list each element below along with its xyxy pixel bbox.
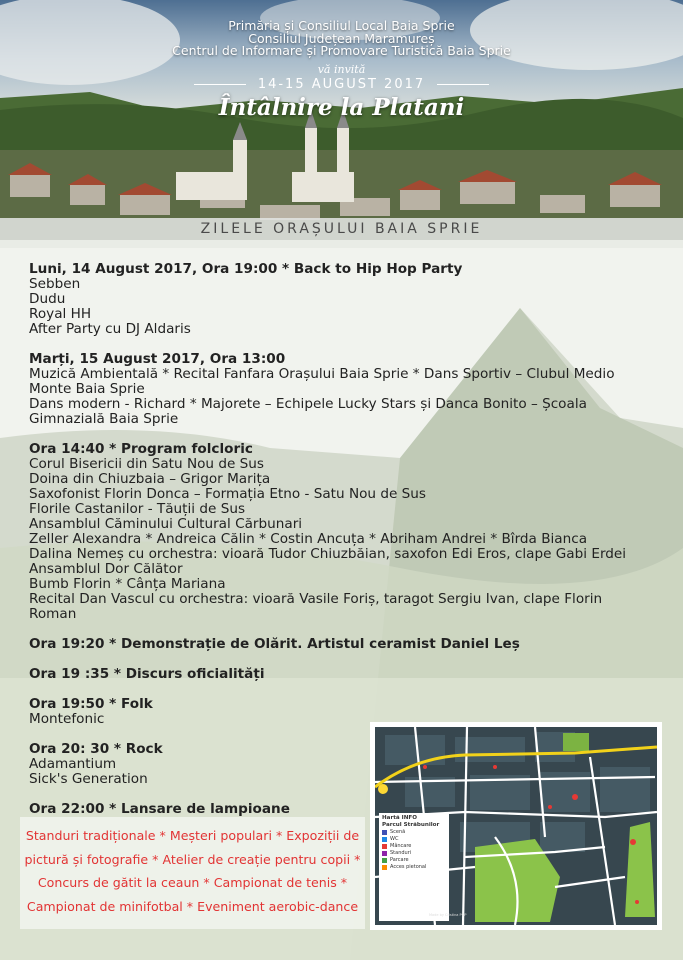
section-heading: Ora 22:00 * Lansare de lampioane: [29, 801, 290, 817]
activities-line: pictură și fotografie * Atelier de creație pentru copii *: [24, 851, 361, 867]
program-line: Sebben: [29, 276, 81, 292]
map-canvas: [375, 727, 657, 925]
legend-label: Standuri: [390, 850, 412, 856]
program-line: Dans modern - Richard * Majorete – Echipele Lucky Stars și Danca Bonito – Școala: [29, 396, 587, 412]
parking-icon: [382, 858, 387, 863]
organizer-line: Consiliul Județean Maramureș: [248, 30, 435, 46]
legend-item: [382, 864, 446, 871]
legend-label: Acces pietonal: [390, 864, 427, 870]
section-heading: Ora 14:40 * Program folcloric: [29, 441, 253, 457]
stage-icon: [382, 830, 387, 835]
section-heading: Luni, 14 August 2017, Ora 19:00 * Back to Hip Hop Party: [29, 261, 463, 277]
program-line: Dudu: [29, 291, 66, 307]
program-line: Muzică Ambientală * Recital Fanfara Orașului Baia Sprie * Dans Sportiv – Clubul Medio: [29, 366, 615, 382]
activities-line: Standuri tradiționale * Meșteri populari * Expoziții de: [25, 828, 360, 843]
program-line: After Party cu DJ Aldaris: [29, 321, 191, 337]
stands-icon: [382, 851, 387, 856]
program-line: Saxofonist Florin Donca – Formația Etno - Satu Nou de Sus: [29, 486, 427, 502]
program-section: [29, 442, 659, 622]
program-line: Zeller Alexandra * Andreica Călin * Costin Ancuța * Abriham Andrei * Bîrda Bianca: [29, 531, 588, 547]
legend-park: Parcul Străbunilor: [382, 822, 440, 828]
program-line: Sick's Generation: [29, 771, 148, 787]
program-section: [29, 352, 659, 427]
event-dates: 14-15 AUGUST 2017: [257, 77, 426, 92]
wc-icon: [382, 837, 387, 842]
divider: [437, 84, 489, 85]
section-heading: Marți, 15 August 2017, Ora 13:00: [29, 351, 286, 367]
organizers-block: [0, 20, 683, 58]
section-heading: Ora 19:20 * Demonstrație de Olărit. Artistul ceramist Daniel Leș: [29, 636, 520, 652]
program-section: [29, 667, 659, 682]
legend-item: [382, 843, 446, 850]
legend-item: [382, 829, 446, 836]
program-line: Recital Dan Vascul cu orchestra: vioară Vasile Foriș, taragot Sergiu Ivan, clape Florin: [29, 591, 603, 607]
program-line: Ansamblul Căminului Cultural Cărbunari: [29, 516, 303, 532]
event-map: [370, 722, 662, 930]
activities-line: Campionat de minifotbal * Eveniment aerobic-dance: [26, 898, 359, 914]
date-row: [0, 77, 683, 92]
legend-label: Scenă: [390, 829, 406, 835]
map-legend: [379, 813, 449, 921]
event-title: Întâlnire la Platani: [218, 94, 465, 121]
program-line: Montefonic: [29, 711, 105, 727]
program-line: Dalina Nemeș cu orchestra: vioară Tudor Chiuzbăian, saxofon Edi Eros, clape Gabi Erdei: [29, 546, 627, 562]
pedestrian-icon: [382, 865, 387, 870]
organizer-line: Primăria și Consiliul Local Baia Sprie: [228, 18, 455, 33]
legend-item: [382, 857, 446, 864]
activities-box: [20, 817, 365, 929]
legend-title: Hartă INFO: [382, 815, 417, 821]
program-line: Royal HH: [29, 306, 92, 322]
section-heading: Ora 19:50 * Folk: [29, 696, 153, 712]
organizer-line: Centrul de Informare și Promovare Turistică Baia Sprie: [172, 43, 511, 58]
program-line: Bumb Florin * Cânța Mariana: [29, 576, 226, 592]
program-line: Roman: [29, 606, 77, 622]
program-line: Monte Baia Sprie: [29, 381, 145, 397]
banner: ZILELE ORAȘULUI BAIA SPRIE: [0, 218, 683, 240]
legend-label: Mâncare: [390, 843, 412, 849]
section-heading: Ora 19 :35 * Discurs oficialități: [29, 666, 265, 682]
program-line: Corul Bisericii din Satu Nou de Sus: [29, 456, 265, 472]
legend-item: [382, 836, 446, 843]
map-credit: Made by Cristina POP: [429, 913, 467, 917]
program-line: Doina din Chiuzbaia – Grigor Marița: [29, 471, 271, 487]
program-line: Adamantium: [29, 756, 117, 772]
program-line: Gimnazială Baia Sprie: [29, 411, 179, 427]
divider: [194, 84, 246, 85]
legend-label: WC: [390, 836, 399, 842]
program-line: Ansamblul Dor Călător: [29, 561, 183, 577]
invite-text: vă invită: [317, 63, 366, 76]
legend-item: [382, 850, 446, 857]
program-section: [29, 262, 659, 337]
program-line: Florile Castanilor - Tăuții de Sus: [29, 501, 246, 517]
section-heading: Ora 20: 30 * Rock: [29, 741, 163, 757]
program-section: [29, 637, 659, 652]
activities-line: Concurs de gătit la ceaun * Campionat de tenis *: [37, 875, 348, 890]
legend-label: Parcare: [390, 857, 409, 863]
header-photo: [0, 0, 683, 248]
food-icon: [382, 844, 387, 849]
